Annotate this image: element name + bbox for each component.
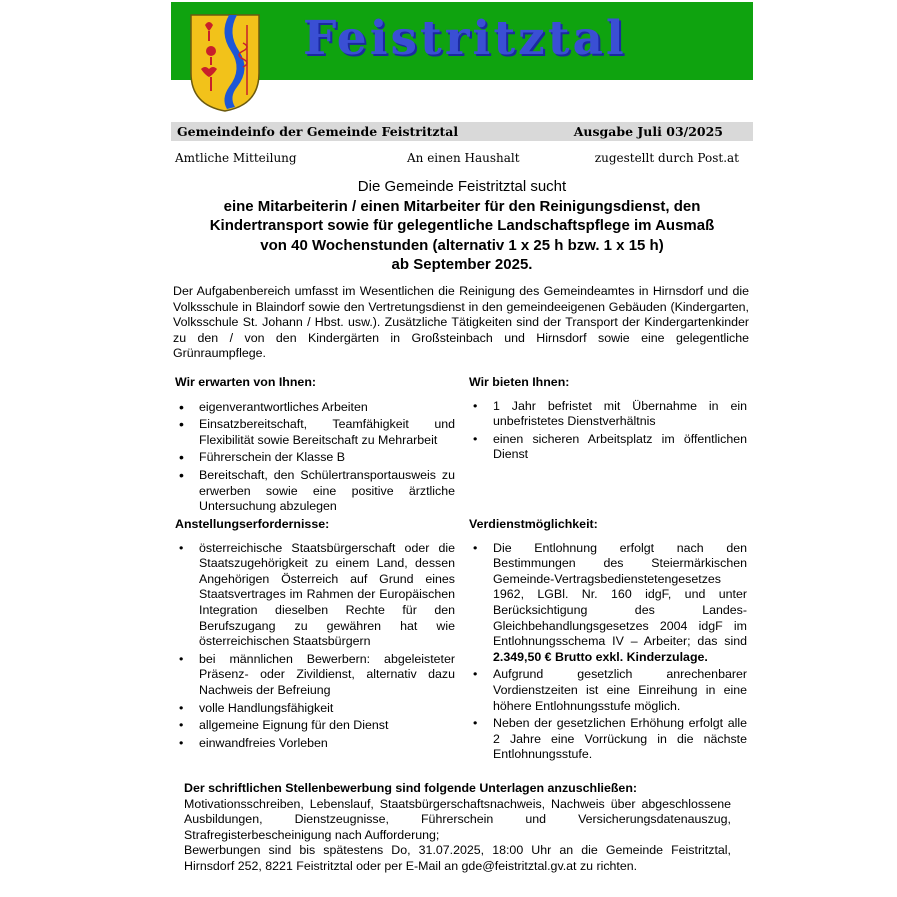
bullet-icon: •: [473, 431, 478, 446]
brand-title: Feistritztal: [303, 11, 627, 66]
section-heading: Wir bieten Ihnen:: [469, 375, 570, 389]
application-instructions: [184, 781, 731, 875]
section-heading: Anstellungserfordernisse:: [175, 517, 330, 531]
application-deadline: Bewerbungen sind bis spätestens Do, 31.07.2025, 18:00 Uhr an die Gemeinde Feistritztal, Hirnsdorf 252, 8221 Feistritztal oder per E-Mail an gde@feistritztal.gv.at zu richten.: [184, 843, 731, 873]
list-item: • Einsatzbereitschaft, Teamfähigkeit und Flexibilität sowie Bereitschaft zu Mehrarbeit: [179, 416, 455, 447]
bullet-icon: •: [179, 398, 184, 415]
issue-info-bar: [171, 122, 753, 141]
requirements-section: [175, 517, 455, 753]
bullet-icon: •: [179, 449, 184, 466]
section-heading: Verdienstmöglichkeit:: [469, 517, 598, 531]
list-item: • Führerschein der Klasse B: [179, 449, 346, 466]
list-item: • bei männlichen Bewerbern: abgeleisteter Präsenz- oder Zivildienst, alternativ dazu Nachweis der Befreiung: [179, 651, 455, 697]
documents-heading: Der schriftlichen Stellenbewerbung sind folgende Unterlagen anzuschließen:: [184, 781, 638, 795]
coat-of-arms-icon: [189, 13, 261, 113]
list-item: • eigenverantwortliches Arbeiten: [179, 398, 368, 415]
issue-number: Ausgabe Juli 03/2025: [573, 124, 723, 139]
expect-section: [175, 375, 455, 517]
bullet-icon: •: [179, 416, 184, 433]
job-headline: [171, 177, 753, 275]
recipient-note: An einen Haushalt: [407, 151, 520, 165]
bullet-icon: •: [179, 651, 184, 666]
headline-line-2: eine Mitarbeiterin / einen Mitarbeiter für den Reinigungsdienst, den: [223, 197, 701, 215]
bullet-icon: •: [179, 735, 184, 750]
headline-line-5: ab September 2025.: [391, 256, 533, 273]
list-item: • Aufgrund gesetzlich anrechenbarer Vordienstzeiten ist eine Einreihung in eine höhere Entlohnungsstufe möglich.: [473, 667, 747, 713]
headline-line-3: Kindertransport sowie für gelegentliche Landschaftspflege im Ausmaß: [209, 217, 715, 234]
section-heading: Wir erwarten von Ihnen:: [175, 375, 317, 389]
bullet-icon: •: [473, 398, 478, 413]
bullet-icon: •: [179, 700, 184, 715]
list-item: • einen sicheren Arbeitsplatz im öffentlichen Dienst: [473, 431, 747, 462]
delivery-note: zugestellt durch Post.at: [594, 151, 739, 165]
list-item: • Bereitschaft, den Schülertransportausweis zu erwerben sowie eine positive ärztliche Untersuchung abzulegen: [179, 466, 455, 514]
official-notice: Amtliche Mitteilung: [175, 151, 297, 165]
bullet-icon: •: [179, 540, 184, 555]
headline-line-1: Die Gemeinde Feistritztal sucht: [357, 178, 567, 195]
bullet-icon: •: [179, 718, 184, 733]
offer-section: [469, 375, 747, 465]
documents-list: Motivationsschreiben, Lebenslauf, Staatsbürgerschaftsnachweis, Nachweis über abgeschlossene Ausbildungen, Dienstzeugnisse, Führerschein und Versicherungsdatenauszug, Strafregisterbescheinigung nach Aufforderung;: [184, 796, 731, 842]
list-item: • österreichische Staatsbürgerschaft oder die Staatszugehörigkeit zu einem Land, dessen Angehörigen Österreich auf Grund eines Staatsvertrages im Rahmen der Europäischen Integration dieselben Rechte für den Berufszugang zu gewähren hat wie österreichischen Staatsbürgern: [179, 540, 455, 649]
salary-section: [469, 517, 747, 765]
task-description: Der Aufgabenbereich umfasst im Wesentlichen die Reinigung des Gemeindeamtes in Hirnsdorf und die Volksschule in Blaindorf sowie den Vertretungsdienst in den gemeindeeigenen Gebäuden (Kindergarten, Volksschule St. Johann / Hbst. usw.). Zusätzliche Tätigkeiten sind der Transport der Kindergartenkinder zu den / von den Kindergärten in Großsteinbach und Hirnsdorf sowie eine gelegentliche Grünraumpflege.: [173, 284, 749, 361]
headline-line-4: von 40 Wochenstunden (alternativ 1 x 25 h bzw. 1 x 15 h): [260, 236, 664, 254]
list-item: • 1 Jahr befristet mit Übernahme in ein unbefristetes Dienstverhältnis: [473, 398, 747, 429]
bullet-icon: •: [473, 667, 478, 682]
list-item: • Die Entlohnung erfolgt nach den Bestimmungen des Steiermärkischen Gemeinde-Vertragsbedienstetengesetzes 1962, LGBl. Nr. 160 idgF, und unter Berücksichtigung des Landes-Gleichbehandlungsgesetzes 2004 idgF im Entlohnungsschema IV – Arbeiter; das sind 2.349,50 € Brutto exkl. Kinderzulage.: [473, 540, 747, 664]
bullet-icon: •: [473, 540, 478, 555]
list-item: • allgemeine Eignung für den Dienst: [179, 718, 389, 733]
list-item: • einwandfreies Vorleben: [179, 735, 328, 750]
list-item: • Neben der gesetzlichen Erhöhung erfolgt alle 2 Jahre eine Vorrückung in die nächste Entlohnungsstufe.: [473, 716, 747, 762]
bullet-icon: •: [179, 466, 184, 483]
list-item: • volle Handlungsfähigkeit: [179, 700, 334, 715]
salary-amount: 2.349,50 € Brutto exkl. Kinderzulage.: [493, 649, 708, 664]
bullet-icon: •: [473, 716, 478, 731]
newsletter-name: Gemeindeinfo der Gemeinde Feistritztal: [177, 124, 459, 139]
